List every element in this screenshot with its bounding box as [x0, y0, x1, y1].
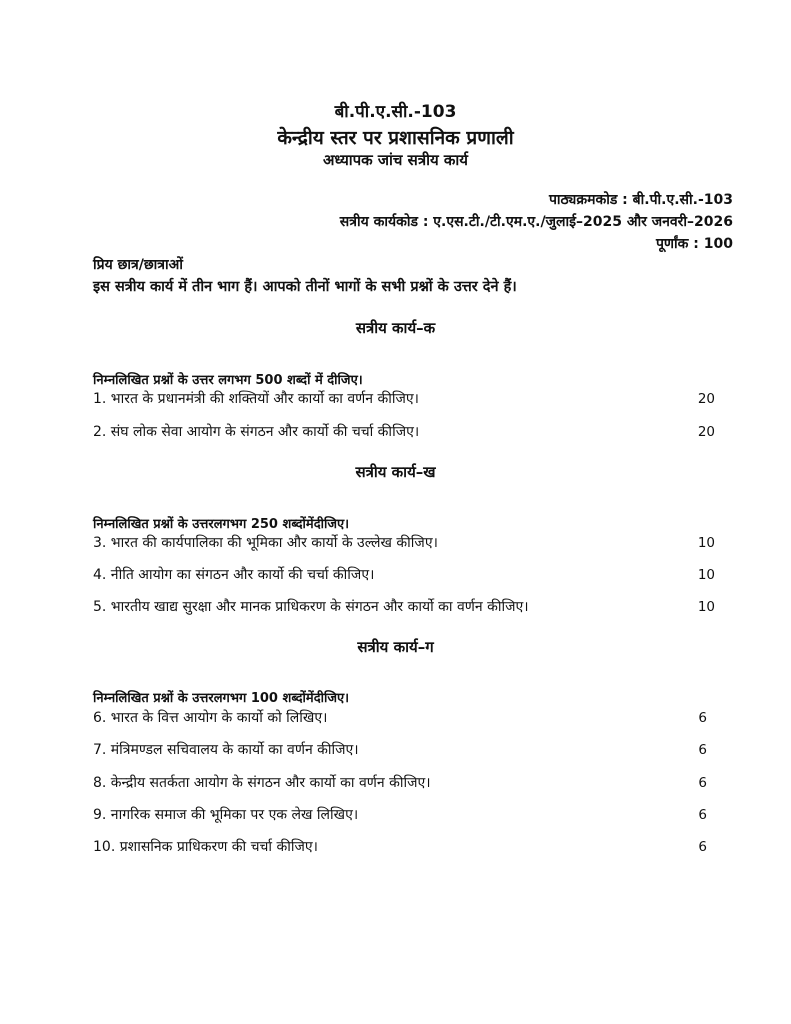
question-item — [93, 708, 721, 730]
question-text: 1. भारत के प्रधानमंत्री की शक्तियों और कार्यो का वर्णन कीजिए। — [93, 391, 419, 407]
question-marks: 10 — [697, 599, 715, 615]
course-title: केन्द्रीय स्तर पर प्रशासनिक प्रणाली — [277, 127, 514, 149]
course-code-line: पाठ्यक्रमकोड : बी.पी.ए.सी.-103 — [548, 192, 733, 208]
question-item — [93, 565, 721, 587]
question-item — [93, 773, 721, 795]
question-item — [93, 533, 721, 555]
max-marks-line: पूर्णांक : 100 — [655, 236, 733, 252]
question-item — [93, 422, 721, 444]
question-marks: 20 — [697, 424, 715, 440]
question-item — [93, 389, 721, 411]
question-marks: 6 — [698, 807, 707, 823]
question-marks: 6 — [698, 742, 707, 758]
section-instruction-c: निम्नलिखित प्रश्नों के उत्तरलगभग 100 शब्दोंमेंदीजिए। — [93, 691, 350, 706]
assignment-code-line: सत्रीय कार्यकोड : ए.एस.टी./टी.एम.ए./जुलाई–2025 और जनवरी–2026 — [339, 214, 733, 230]
question-marks: 10 — [697, 535, 715, 551]
question-marks: 10 — [697, 567, 715, 583]
question-item — [93, 597, 721, 619]
question-text: 6. भारत के वित्त आयोग के कार्यो को लिखिए। — [93, 710, 328, 726]
question-marks: 20 — [697, 391, 715, 407]
question-text: 4. नीति आयोग का संगठन और कार्यो की चर्चा कीजिए। — [93, 567, 375, 583]
question-marks: 6 — [698, 839, 707, 855]
question-text: 10. प्रशासनिक प्राधिकरण की चर्चा कीजिए। — [93, 839, 318, 855]
general-instruction: इस सत्रीय कार्य में तीन भाग हैं। आपको तीनों भागों के सभी प्रश्नों के उत्तर देने हैं। — [93, 279, 517, 295]
section-heading-c: सत्रीय कार्य–ग — [357, 638, 434, 656]
question-item — [93, 837, 721, 859]
assignment-subtitle: अध्यापक जांच सत्रीय कार्य — [322, 151, 469, 169]
question-text: 8. केन्द्रीय सतर्कता आयोग के संगठन और कार्यो का वर्णन कीजिए। — [93, 775, 431, 791]
question-item — [93, 740, 721, 762]
section-heading-b: सत्रीय कार्य–ख — [355, 463, 436, 481]
question-item — [93, 805, 721, 827]
section-instruction-a: निम्नलिखित प्रश्नों के उत्तर लगभग 500 शब्दों में दीजिए। — [93, 373, 363, 388]
section-heading-a: सत्रीय कार्य–क — [355, 319, 436, 337]
question-text: 3. भारत की कार्यपालिका की भूमिका और कार्यो के उल्लेख कीजिए। — [93, 535, 438, 551]
question-marks: 6 — [698, 775, 707, 791]
question-text: 9. नागरिक समाज की भूमिका पर एक लेख लिखिए। — [93, 807, 359, 823]
question-text: 5. भारतीय खाद्य सुरक्षा और मानक प्राधिकरण के संगठन और कार्यो का वर्णन कीजिए। — [93, 599, 529, 615]
section-instruction-b: निम्नलिखित प्रश्नों के उत्तरलगभग 250 शब्दोंमेंदीजिए। — [93, 517, 350, 532]
question-text: 2. संघ लोक सेवा आयोग के संगठन और कार्यो की चर्चा कीजिए। — [93, 424, 420, 440]
course-code-title: बी.पी.ए.सी.-103 — [334, 102, 457, 122]
question-marks: 6 — [698, 710, 707, 726]
question-text: 7. मंत्रिमण्डल सचिवालय के कार्यो का वर्णन कीजिए। — [93, 742, 359, 758]
salutation: प्रिय छात्र/छात्राओं — [93, 257, 183, 273]
